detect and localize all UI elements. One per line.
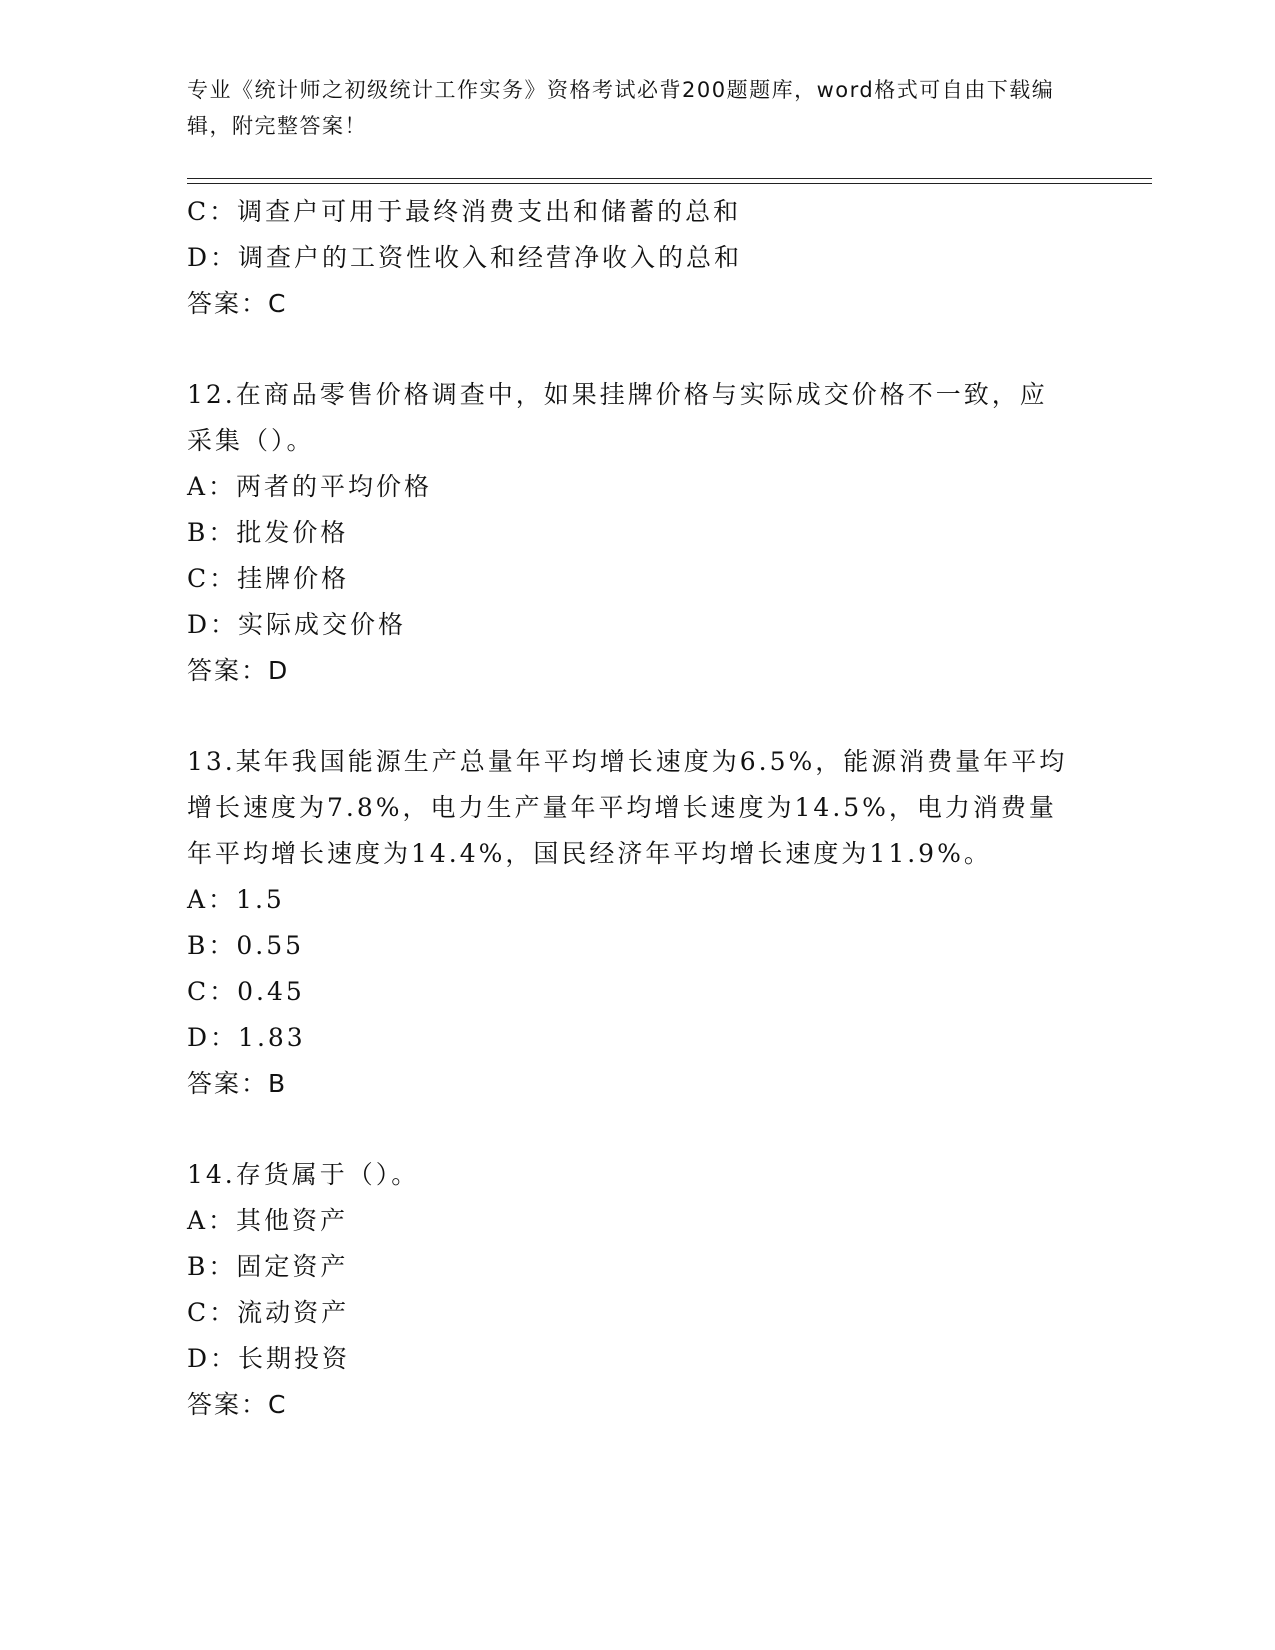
option-a: A：1.5 [187,885,285,914]
option-c: C：调查户可用于最终消费支出和储蓄的总和 [187,197,742,226]
option-c: C：挂牌价格 [187,564,350,593]
question-13 [187,739,1087,1107]
option-c: C：流动资产 [187,1298,350,1327]
question-11-continued [187,189,1087,327]
header-text: 专业《统计师之初级统计工作实务》资格考试必背200题题库，word格式可自由下载编辑，附完整答案！ [187,78,1055,138]
question-stem-line: 14.存货属于（）。 [187,1160,420,1189]
question-14 [187,1152,1087,1428]
option-d: D：长期投资 [187,1344,351,1373]
option-c: C：0.45 [187,977,305,1006]
option-b: B：0.55 [187,931,305,960]
option-d: D：1.83 [187,1023,306,1052]
option-d: D：调查户的工资性收入和经营净收入的总和 [187,243,743,272]
option-d: D：实际成交价格 [187,610,407,639]
document-header [187,72,1067,144]
answer-line: 答案：D [187,656,290,685]
option-b: B：固定资产 [187,1252,349,1281]
option-b: B：批发价格 [187,518,349,547]
option-a: A：其他资产 [187,1206,349,1235]
question-stem-line: 增长速度为7.8%，电力生产量年平均增长速度为14.5%，电力消费量 [187,793,1057,822]
question-stem-line: 采集（）。 [187,426,315,455]
answer-line: 答案：C [187,289,288,318]
question-12 [187,372,1087,694]
question-stem-line: 年平均增长速度为14.4%，国民经济年平均增长速度为11.9%。 [187,839,992,868]
option-a: A：两者的平均价格 [187,472,433,501]
question-stem-line: 13.某年我国能源生产总量年平均增长速度为6.5%，能源消费量年平均 [187,747,1068,776]
question-list [187,189,1087,1428]
answer-line: 答案：C [187,1390,288,1419]
question-stem-line: 12.在商品零售价格调查中，如果挂牌价格与实际成交价格不一致，应 [187,380,1048,409]
header-divider-bottom [187,183,1152,184]
header-divider-top [187,178,1152,179]
answer-line: 答案：B [187,1069,288,1098]
